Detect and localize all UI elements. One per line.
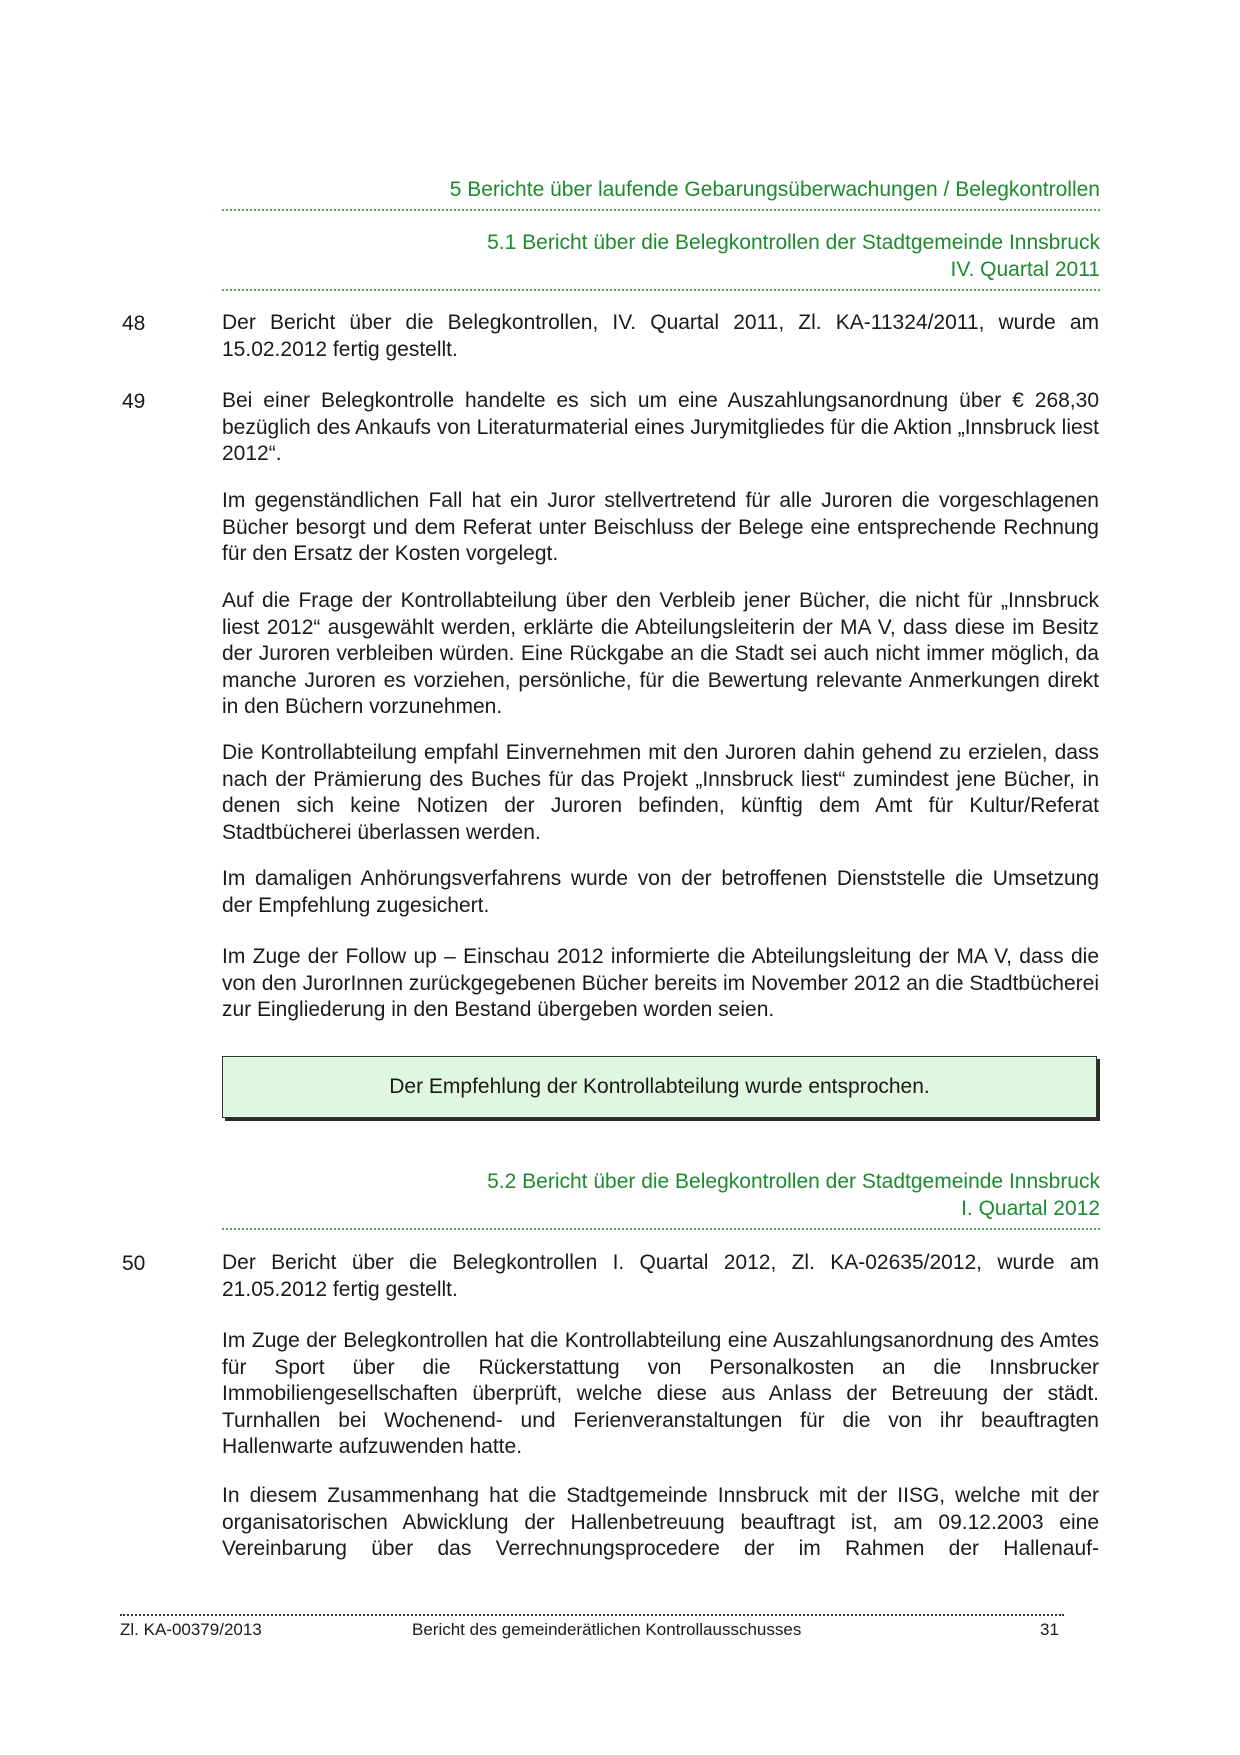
paragraph-number-49: 49 (122, 390, 146, 413)
section-5-2-subtitle: I. Quartal 2012 (961, 1197, 1100, 1220)
paragraph-number-48: 48 (122, 312, 146, 335)
chapter-heading: 5 Berichte über laufende Gebarungsüberwachungen / Belegkontrollen (449, 178, 1100, 201)
footer-title: Bericht des gemeinderätlichen Kontrollausschusses (412, 1620, 802, 1639)
section-5-2-divider (222, 1228, 1100, 1230)
paragraph-49-text-4: Die Kontrollabteilung empfahl Einvernehmen mit den Juroren dahin gehend zu erzielen, dass nach der Prämierung des Buches für das Projekt „Innsbruck liest“ zumindest jene Bücher, in denen sich keine Notizen der Juroren befinden, künftig dem Amt für Kultur/Referat Stadtbücherei überlassen werden. (222, 741, 1099, 844)
paragraph-50-text-2: Im Zuge der Belegkontrollen hat die Kontrollabteilung eine Auszahlungsanordnung des Amtes für Sport über die Rückerstattung von Personalkosten an die Innsbrucker Immobiliengesellschaften überprüft, welche diese aus Anlass der Betreuung der städt. Turnhallen bei Wochenend- und Ferienveranstaltungen für die von ihr beauftragten Hallenwarte aufzuwenden hatte. (222, 1329, 1099, 1458)
recommendation-callout: Der Empfehlung der Kontrollabteilung wurde entsprochen. (222, 1056, 1097, 1118)
footer-reference: Zl. KA-00379/2013 (120, 1620, 262, 1639)
heading-divider (222, 209, 1100, 211)
section-5-1-divider (222, 289, 1100, 291)
paragraph-50-text-3: In diesem Zusammenhang hat die Stadtgemeinde Innsbruck mit der IISG, welche mit der organisatorischen Abwicklung der Hallenbetreuung beauftragt ist, am 09.12.2003 eine Vereinbarung über das Verrechnungsprocedere der im Rahmen der Hallenauf- (222, 1484, 1099, 1560)
paragraph-49-text-5: Im damaligen Anhörungsverfahrens wurde von der betroffenen Dienststelle die Umsetzung der Empfehlung zugesichert. (222, 867, 1099, 917)
section-5-1-title: 5.1 Bericht über die Belegkontrollen der Stadtgemeinde Innsbruck (487, 231, 1100, 254)
paragraph-number-50: 50 (122, 1252, 146, 1275)
section-5-2-title: 5.2 Bericht über die Belegkontrollen der Stadtgemeinde Innsbruck (487, 1170, 1100, 1193)
section-5-1-subtitle: IV. Quartal 2011 (950, 258, 1100, 281)
paragraph-49-text-1: Bei einer Belegkontrolle handelte es sich um eine Auszahlungsanordnung über € 268,30 bezüglich des Ankaufs von Literaturmaterial eines Jurymitgliedes für die Aktion „Innsbruck liest 2012“. (222, 389, 1099, 465)
footer-page-number: 31 (1040, 1620, 1059, 1639)
paragraph-48-text: Der Bericht über die Belegkontrollen, IV. Quartal 2011, Zl. KA-11324/2011, wurde am 15.02.2012 fertig gestellt. (222, 311, 1099, 361)
paragraph-49-text-6: Im Zuge der Follow up – Einschau 2012 informierte die Abteilungsleitung der MA V, dass die von den JurorInnen zurückgegebenen Bücher bereits im November 2012 an die Stadtbücherei zur Eingliederung in den Bestand übergeben worden seien. (222, 945, 1099, 1021)
paragraph-49-text-3: Auf die Frage der Kontrollabteilung über den Verbleib jener Bücher, die nicht für „Innsbruck liest 2012“ ausgewählt werden, erklärte die Abteilungsleiterin der MA V, dass diese im Besitz der Juroren verbleiben würden. Eine Rückgabe an die Stadt sei auch nicht immer möglich, da manche Juroren es vorziehen, persönliche, für die Bewertung relevante Anmerkungen direkt in den Büchern vorzunehmen. (222, 589, 1099, 718)
paragraph-49-text-2: Im gegenständlichen Fall hat ein Juror stellvertretend für alle Juroren die vorgeschlagenen Bücher besorgt und dem Referat unter Beischluss der Belege eine entsprechende Rechnung für den Ersatz der Kosten vorgelegt. (222, 489, 1099, 565)
footer-divider (120, 1614, 1064, 1616)
paragraph-50-text-1: Der Bericht über die Belegkontrollen I. Quartal 2012, Zl. KA-02635/2012, wurde am 21.05.2012 fertig gestellt. (222, 1251, 1099, 1301)
